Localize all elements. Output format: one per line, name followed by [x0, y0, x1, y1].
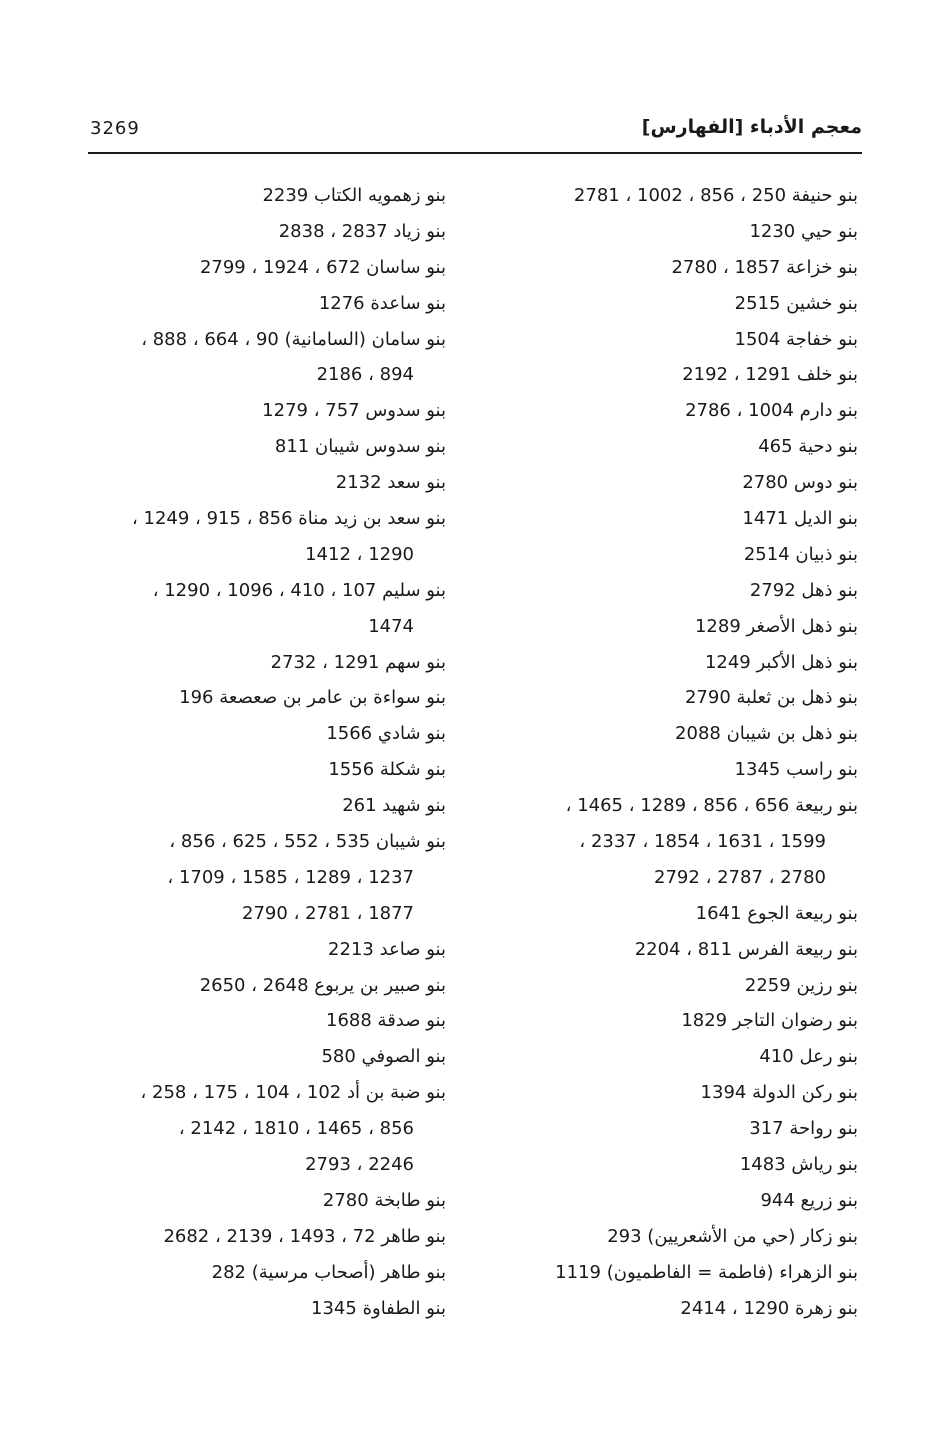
index-entry-continuation: 1290 ، 1412	[305, 543, 414, 565]
index-entry: بنو ذهل 2792	[749, 579, 858, 601]
index-entry: بنو دحية 465	[758, 436, 858, 458]
index-entry: بنو شكلة 1556	[328, 759, 446, 781]
index-entry: بنو زهرة 1290 ، 2414	[680, 1297, 858, 1319]
index-entry: بنو شادي 1566	[326, 723, 446, 745]
index-entry: بنو صبير بن يربوع 2648 ، 2650	[199, 974, 446, 996]
index-entry: بنو رزين 2259	[744, 974, 858, 996]
index-entry: بنو طاهر 72 ، 1493 ، 2139 ، 2682	[163, 1225, 446, 1247]
index-entry: بنو طابخة 2780	[322, 1189, 446, 1211]
index-entry: بنو سواءة بن عامر بن صعصعة 196	[179, 687, 446, 709]
index-entry: بنو ساعدة 1276	[318, 292, 446, 314]
index-entry: بنو ربيعة 656 ، 856 ، 1289 ، 1465 ،	[565, 795, 858, 817]
index-entry: بنو الطفاوة 1345	[311, 1297, 446, 1319]
index-entry: بنو راسب 1345	[734, 759, 858, 781]
index-entry: بنو سامان (السامانية) 90 ، 664 ، 888 ،	[141, 328, 446, 350]
index-entry-continuation: 2780 ، 2787 ، 2792	[654, 866, 826, 888]
index-entry: بنو خلف 1291 ، 2192	[682, 364, 858, 386]
index-entry: بنو خشين 2515	[734, 292, 858, 314]
index-entry: بنو زكار (حي من الأشعريين) 293	[607, 1225, 858, 1247]
index-entry: بنو خفاجة 1504	[734, 328, 858, 350]
index-entry: بنو ربيعة الفرس 811 ، 2204	[634, 938, 858, 960]
index-entry: بنو سهم 1291 ، 2732	[270, 651, 446, 673]
index-entry: بنو رضوان التاجر 1829	[681, 1010, 858, 1032]
index-entry-continuation: 1237 ، 1289 ، 1585 ، 1709 ،	[167, 866, 414, 888]
index-entry: بنو ذبيان 2514	[743, 543, 858, 565]
index-entry: بنو زياد 2837 ، 2838	[278, 220, 446, 242]
index-entry: بنو الصوفي 580	[321, 1046, 446, 1068]
index-entry-continuation: 1474	[368, 615, 414, 637]
index-entry: بنو الزهراء (فاطمة = الفاطميون) 1119	[555, 1261, 858, 1283]
index-entry: بنو ربيعة الجوع 1641	[695, 902, 858, 924]
index-column-right	[508, 178, 858, 1327]
index-entry: بنو ركن الدولة 1394	[700, 1082, 858, 1104]
index-entry: بنو شيبان 535 ، 552 ، 625 ، 856 ،	[169, 831, 446, 853]
index-entry: بنو سدوس 757 ، 1279	[262, 400, 446, 422]
index-entry-continuation: 1599 ، 1631 ، 1854 ، 2337 ،	[579, 831, 826, 853]
index-entry-continuation: 894 ، 2186	[316, 364, 414, 386]
index-column-left	[86, 178, 446, 1327]
index-entry: بنو حيي 1230	[749, 220, 858, 242]
index-entry: بنو ذهل بن ثعلبة 2790	[684, 687, 858, 709]
index-entry: بنو رعل 410	[759, 1046, 858, 1068]
index-entry: بنو صاعد 2213	[328, 938, 446, 960]
index-entry: بنو سعد بن زيد مناة 856 ، 915 ، 1249 ،	[131, 508, 446, 530]
index-entry-continuation: 856 ، 1465 ، 1810 ، 2142 ،	[178, 1118, 414, 1140]
index-entry-continuation: 2246 ، 2793	[305, 1154, 414, 1176]
index-entry: بنو خزاعة 1857 ، 2780	[671, 256, 858, 278]
index-entry: بنو دوس 2780	[742, 472, 858, 494]
index-entry: بنو طاهر (أصحاب مرسية) 282	[211, 1261, 446, 1283]
index-entry: بنو زريع 944	[760, 1189, 858, 1211]
index-entry: بنو سليم 107 ، 410 ، 1096 ، 1290 ،	[152, 579, 446, 601]
index-entry: بنو شهيد 261	[342, 795, 446, 817]
index-entry-continuation: 1877 ، 2781 ، 2790	[242, 902, 414, 924]
index-entry: بنو الديل 1471	[742, 508, 858, 530]
index-entry: بنو ساسان 672 ، 1924 ، 2799	[199, 256, 446, 278]
running-title: معجم الأدباء [الفهارس]	[641, 116, 862, 138]
index-entry: بنو ضبة بن أد 102 ، 104 ، 175 ، 258 ،	[140, 1082, 446, 1104]
index-entry: بنو رياش 1483	[739, 1154, 858, 1176]
index-entry: بنو ذهل الأصغر 1289	[694, 615, 858, 637]
index-entry: بنو دارم 1004 ، 2786	[685, 400, 858, 422]
index-entry: بنو صدقة 1688	[326, 1010, 446, 1032]
page-number: 3269	[90, 118, 140, 139]
index-entry: بنو رواحة 317	[749, 1118, 858, 1140]
index-entry: بنو سعد 2132	[335, 472, 446, 494]
index-entry: بنو ذهل بن شيبان 2088	[675, 723, 858, 745]
index-entry: بنو زهمويه الكتاب 2239	[262, 185, 446, 206]
page-header	[88, 114, 862, 154]
index-entry: بنو ذهل الأكبر 1249	[704, 651, 858, 673]
index-entry: بنو حنيفة 250 ، 856 ، 1002 ، 2781	[573, 185, 858, 206]
index-entry: بنو سدوس شيبان 811	[274, 436, 446, 458]
